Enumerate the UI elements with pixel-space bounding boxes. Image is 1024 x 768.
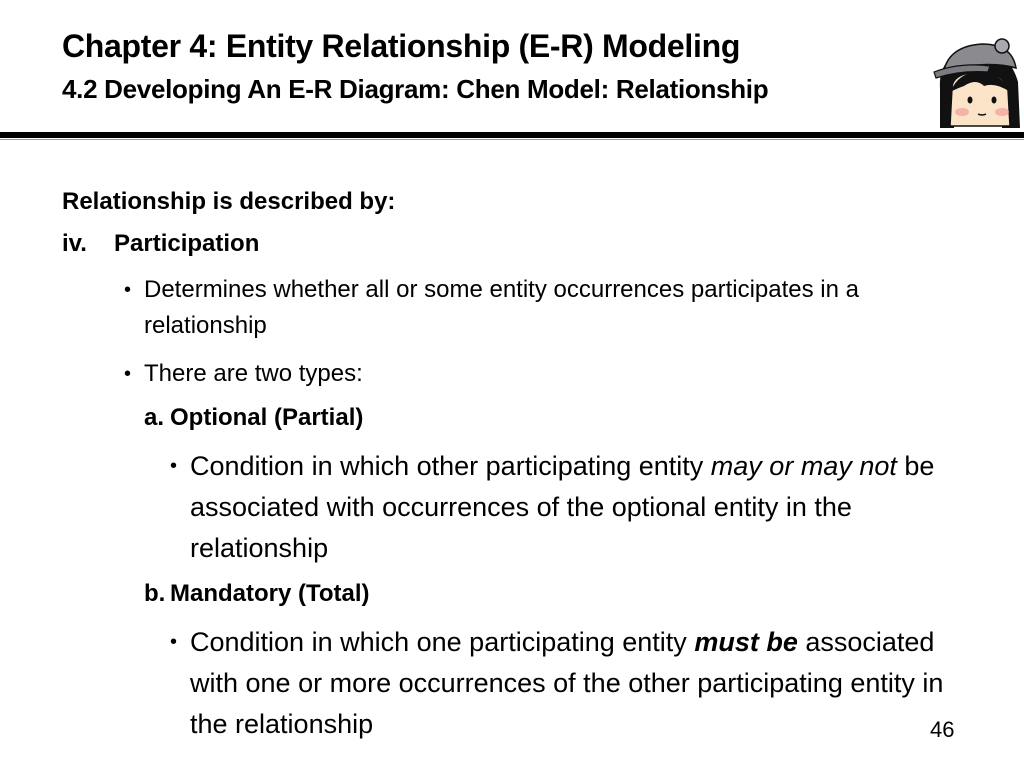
emphasis-text: must be xyxy=(694,627,798,657)
emphasis-text: may or may not xyxy=(710,451,897,481)
bullet-dot-icon: • xyxy=(170,631,178,653)
description-part: be associated with occurrences of the optional entity in the relationship xyxy=(190,451,935,563)
bullet-dot-icon: • xyxy=(170,455,178,477)
type-heading-mandatory xyxy=(144,576,370,612)
description-text xyxy=(190,622,970,745)
list-item-participation xyxy=(62,226,259,262)
page-number: 46 xyxy=(930,717,955,742)
slide-title: Chapter 4: Entity Relationship (E-R) Modeling xyxy=(62,28,741,64)
bullet-dot-icon: • xyxy=(124,279,132,301)
description-part: Condition in which other participating entity xyxy=(190,451,711,481)
bullet-item xyxy=(124,356,974,392)
bullet-text: Determines whether all or some entity occurrences participates in a relationship xyxy=(144,276,859,339)
header-divider-shadow xyxy=(0,139,1024,140)
type-letter: a. xyxy=(144,404,165,431)
type-letter: b. xyxy=(144,580,166,607)
slide-subtitle: 4.2 Developing An E-R Diagram: Chen Model: Relationship xyxy=(62,74,769,104)
list-item-label: Participation xyxy=(114,230,260,257)
type-heading-optional xyxy=(144,400,363,436)
intro-heading: Relationship is described by: xyxy=(62,188,396,215)
description-part: associated with one or more occurrences of the other participating entity in the relationship xyxy=(190,627,944,739)
bullet-item xyxy=(124,272,974,344)
description-part: Condition in which one participating entity xyxy=(190,627,695,657)
bullet-text: There are two types: xyxy=(144,360,363,387)
bullet-dot-icon: • xyxy=(124,363,132,385)
type-label: Optional (Partial) xyxy=(170,404,364,431)
type-description-mandatory xyxy=(170,622,970,745)
description-text xyxy=(190,446,970,569)
header-divider xyxy=(0,132,1024,138)
list-item-number: iv. xyxy=(62,230,87,257)
cartoon-girl-with-cap-icon xyxy=(930,36,1024,132)
type-label: Mandatory (Total) xyxy=(170,580,370,607)
type-description-optional xyxy=(170,446,970,569)
